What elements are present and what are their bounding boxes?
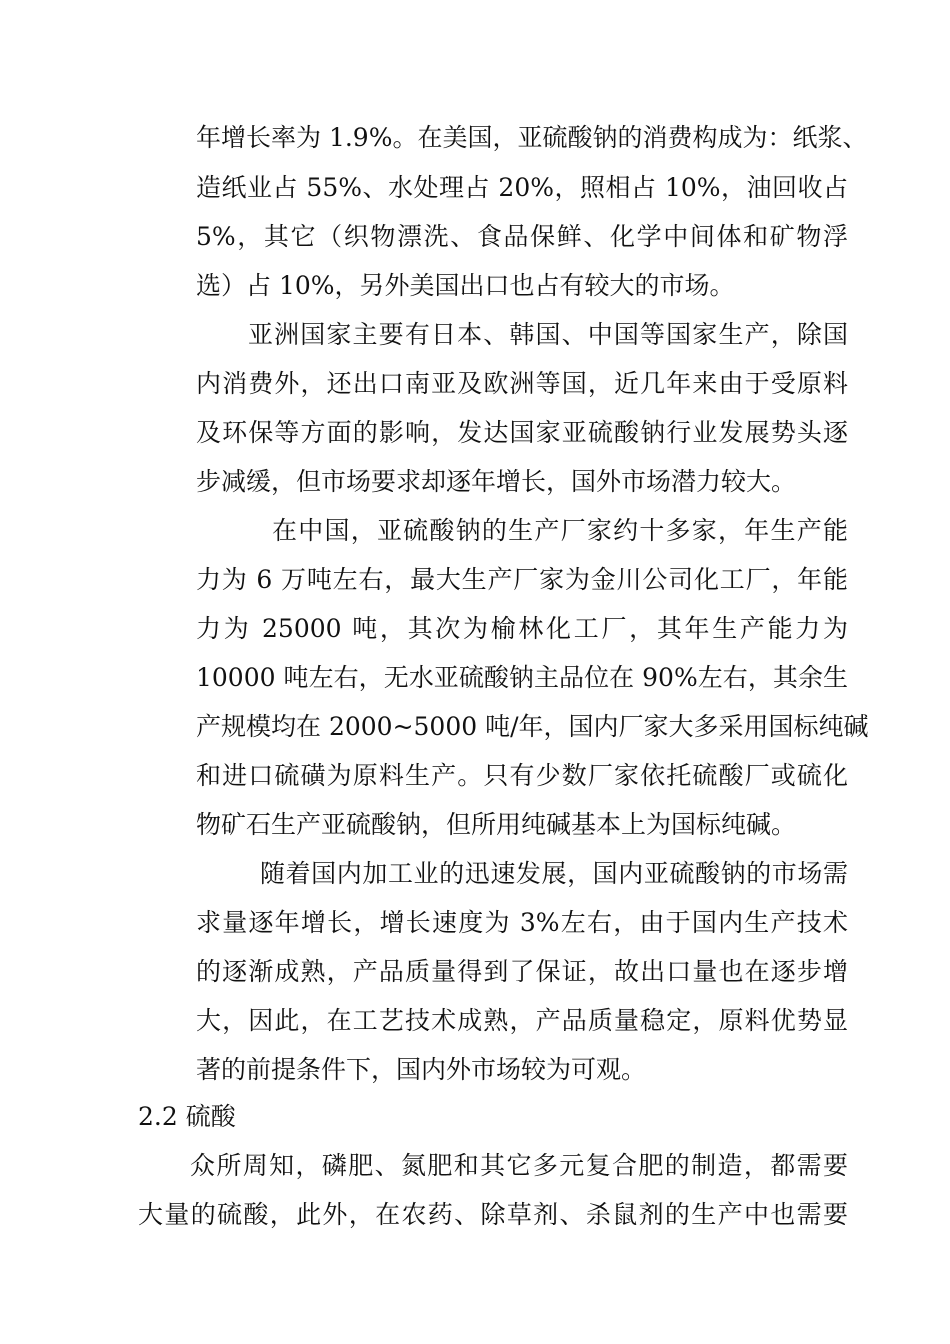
paragraph-line: 物矿石生产亚硫酸钠，但所用纯碱基本上为国标纯碱。 — [196, 810, 797, 839]
paragraph-line: 力为 6 万吨左右，最大生产厂家为金川公司化工厂，年能 — [196, 565, 848, 594]
paragraph-line: 在中国，亚硫酸钠的生产厂家约十多家，年生产能 — [272, 516, 848, 545]
paragraph-line: 大量的硫酸，此外，在农药、除草剂、杀鼠剂的生产中也需要 — [138, 1200, 848, 1229]
paragraph-line: 的逐渐成熟，产品质量得到了保证，故出口量也在逐步增 — [196, 957, 848, 986]
paragraph-line: 造纸业占 55%、水处理占 20%，照相占 10%，油回收占 — [196, 173, 848, 202]
paragraph-line: 内消费外，还出口南亚及欧洲等国，近几年来由于受原料 — [196, 369, 848, 398]
paragraph-line: 及环保等方面的影响，发达国家亚硫酸钠行业发展势头逐 — [196, 418, 848, 447]
paragraph-line: 选）占 10%，另外美国出口也占有较大的市场。 — [196, 271, 735, 300]
paragraph-line: 亚洲国家主要有日本、韩国、中国等国家生产，除国 — [248, 320, 848, 349]
paragraph-line: 随着国内加工业的迅速发展，国内亚硫酸钠的市场需 — [260, 859, 848, 888]
paragraph-line: 5%，其它（织物漂洗、食品保鲜、化学中间体和矿物浮 — [196, 222, 848, 251]
paragraph-line: 年增长率为 1.9%。在美国，亚硫酸钠的消费构成为：纸浆、 — [196, 123, 868, 152]
paragraph-line: 著的前提条件下，国内外市场较为可观。 — [196, 1055, 647, 1084]
paragraph-line: 和进口硫磺为原料生产。只有少数厂家依托硫酸厂或硫化 — [196, 761, 848, 790]
section-heading: 2.2 硫酸 — [138, 1102, 236, 1131]
paragraph-line: 力为 25000 吨，其次为榆林化工厂，其年生产能力为 — [196, 614, 848, 643]
paragraph-line: 产规模均在 2000~5000 吨/年，国内厂家大多采用国标纯碱 — [196, 712, 869, 741]
paragraph-line: 步减缓，但市场要求却逐年增长，国外市场潜力较大。 — [196, 467, 797, 496]
paragraph-line: 10000 吨左右，无水亚硫酸钠主品位在 90%左右，其余生 — [196, 663, 848, 692]
paragraph-line: 求量逐年增长，增长速度为 3%左右，由于国内生产技术 — [196, 908, 848, 937]
paragraph-line: 众所周知，磷肥、氮肥和其它多元复合肥的制造，都需要 — [190, 1151, 848, 1180]
paragraph-line: 大，因此，在工艺技术成熟，产品质量稳定，原料优势显 — [196, 1006, 848, 1035]
